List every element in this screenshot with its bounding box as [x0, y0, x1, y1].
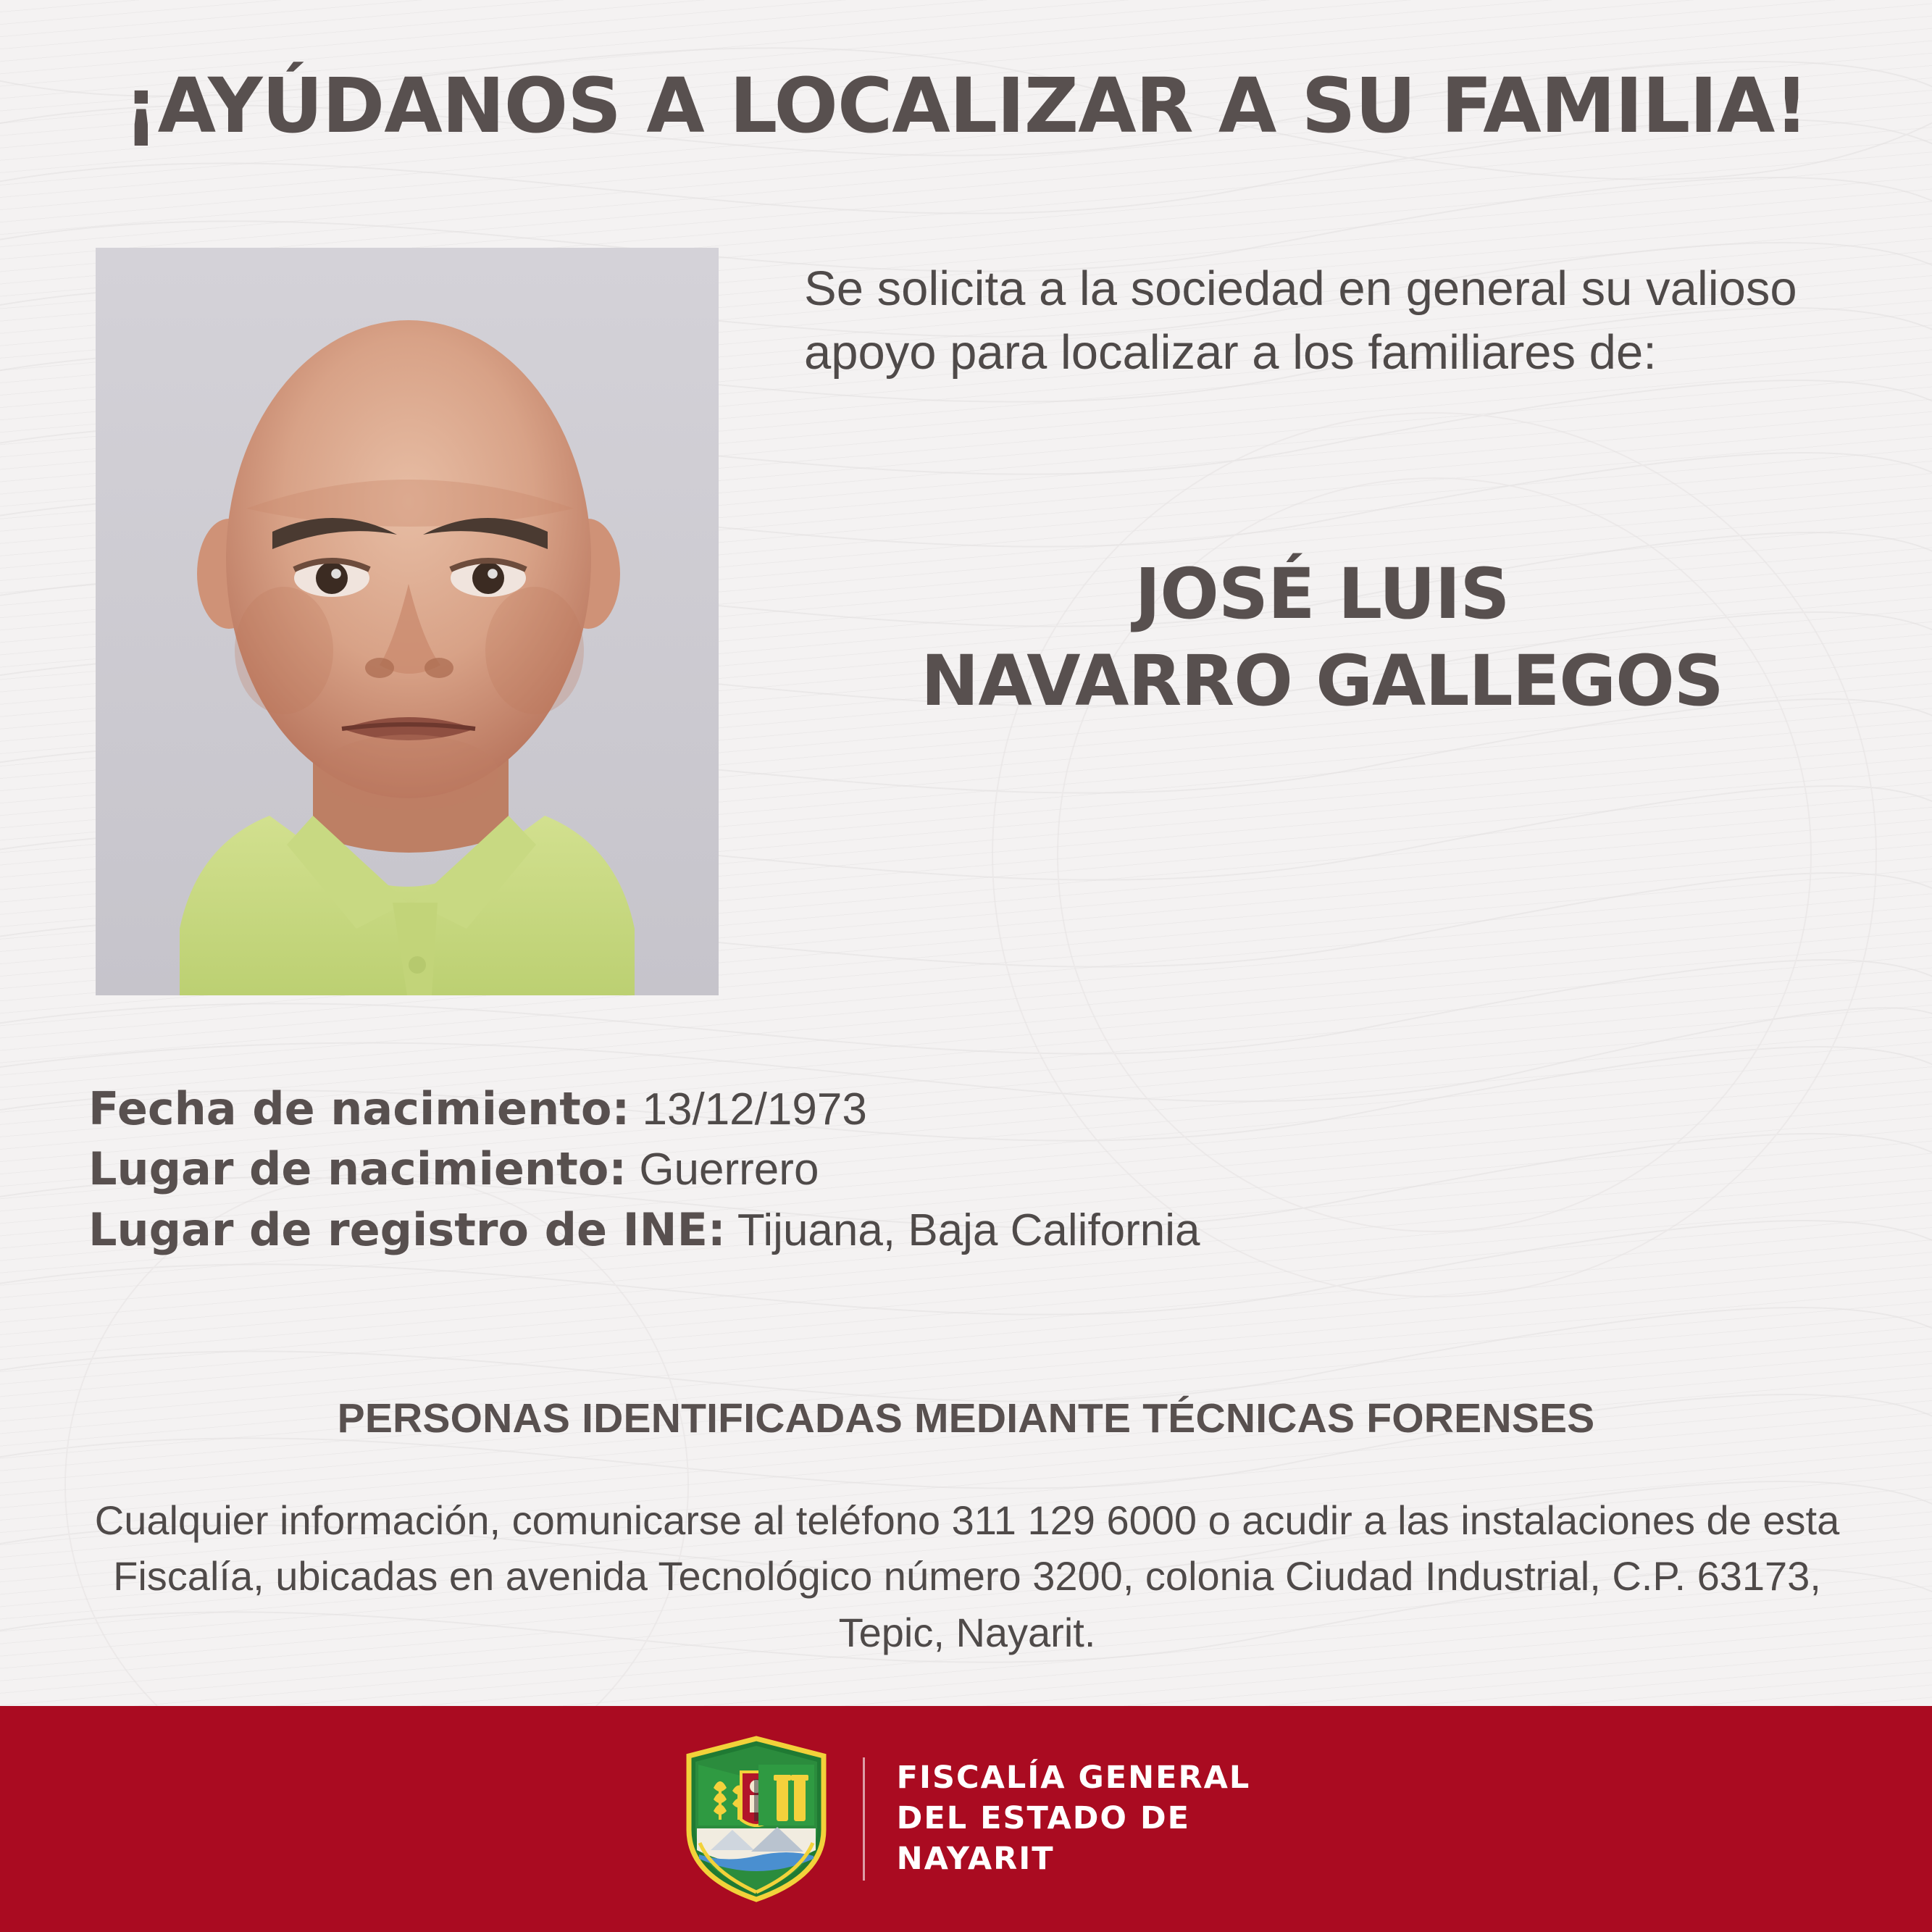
footer-bar [0, 1706, 1932, 1932]
detail-value-birthplace: Guerrero [639, 1145, 819, 1195]
detail-row-ine-registration [88, 1200, 1841, 1260]
person-name [768, 551, 1876, 724]
person-name-line-2: NAVARRO GALLEGOS [921, 640, 1723, 722]
forensic-note: PERSONAS IDENTIFICADAS MEDIANTE TÉCNICAS FORENSES [337, 1395, 1595, 1442]
detail-value-ine-registration: Tijuana, Baja California [737, 1205, 1200, 1255]
detail-label-birthplace: Lugar de nacimiento: [88, 1142, 627, 1196]
organization-line-2: DEL ESTADO DE [896, 1800, 1191, 1837]
detail-row-birthplace [88, 1139, 1841, 1200]
contact-info: Cualquier información, comunicarse al teléfono 311 129 6000 o acudir a las instalaciones de esta Fiscalía, ubicadas en avenida Tecnológico número 3200, colonia Ciudad Industrial, C.P. 63173, Tepic, Nayarit. [94, 1497, 1840, 1655]
detail-row-birthdate [88, 1079, 1841, 1139]
page-title: ¡AYÚDANOS A LOCALIZAR A SU FAMILIA! [124, 62, 1808, 150]
detail-label-birthdate: Fecha de nacimiento: [88, 1082, 630, 1135]
intro-text: Se solicita a la sociedad en general su valioso apoyo para localizar a los familiares de: [804, 262, 1797, 380]
person-details [88, 1079, 1841, 1260]
detail-value-birthdate: 13/12/1973 [642, 1084, 867, 1134]
organization-line-1: FISCALÍA GENERAL [896, 1760, 1251, 1797]
person-name-line-1: JOSÉ LUIS [1134, 553, 1510, 635]
footer-content [682, 1734, 1251, 1904]
person-photo [96, 248, 719, 995]
organization-line-3: NAYARIT [896, 1840, 1055, 1877]
footer-divider [863, 1757, 865, 1881]
nayarit-coat-of-arms-icon [682, 1734, 831, 1904]
detail-label-ine-registration: Lugar de registro de INE: [88, 1203, 726, 1256]
organization-name [897, 1758, 1251, 1880]
